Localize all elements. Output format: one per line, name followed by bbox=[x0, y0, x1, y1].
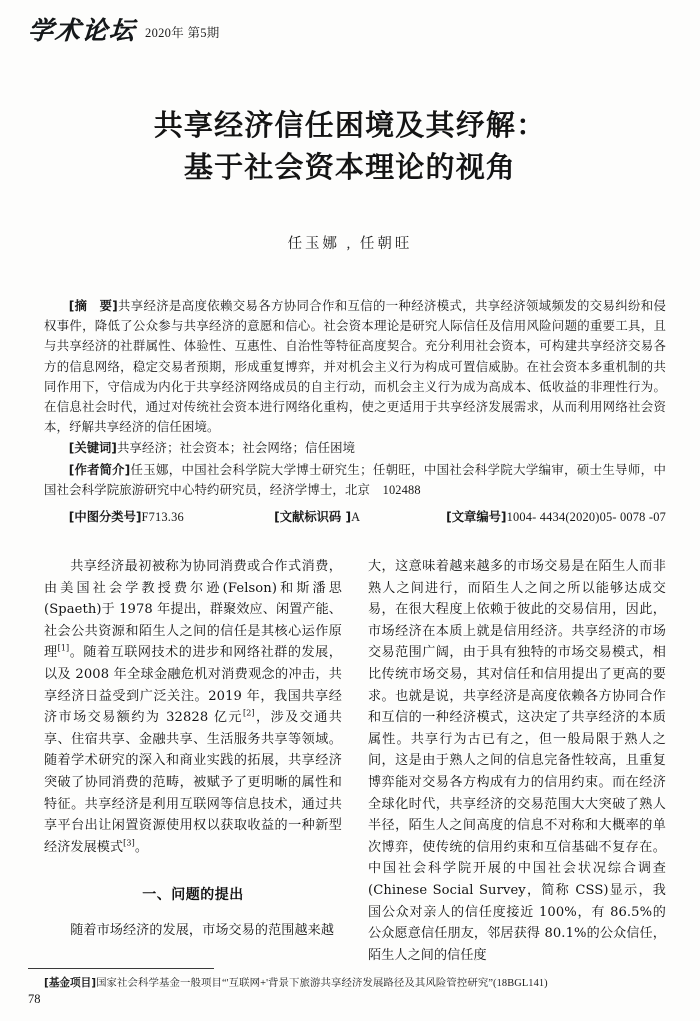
clc-label: [中图分类号] bbox=[68, 510, 142, 525]
document-code-value: A bbox=[351, 510, 361, 525]
page-title bbox=[0, 104, 700, 188]
journal-name: 学术论坛 bbox=[26, 16, 138, 45]
left-para-1-part-2: 。随着互联网技术的进步和网络社群的发展，以及 2008 年全球金融危机对消费观念的冲击，共享经济日益受到广泛关注。2019 年，我国共享经济市场交易额约为 32828 亿元 bbox=[44, 645, 342, 726]
title-block bbox=[0, 104, 700, 253]
funding-text: 国家社会科学基金一般项目“'互联网+'背景下旅游共享经济发展路径及其风险管控研究”(18BGL141) bbox=[96, 978, 548, 989]
left-paragraph-2: 随着市场经济的发展，市场交易的范围越来越 bbox=[70, 923, 335, 939]
footnote-area bbox=[28, 968, 666, 1007]
left-paragraph-1 bbox=[44, 556, 342, 858]
author-byline: 任玉娜 , 任朝旺 bbox=[287, 236, 413, 253]
article-id-value: 1004- 4434(2020)05- 0078 -07 bbox=[506, 510, 666, 525]
article-id-cell bbox=[446, 507, 666, 525]
title-line-2: 基于社会资本理论的视角 bbox=[183, 150, 517, 185]
funding-footnote bbox=[44, 976, 666, 991]
document-code-cell bbox=[274, 507, 446, 525]
author-bio-label: [作者简介] bbox=[68, 462, 131, 477]
page-number: 78 bbox=[28, 992, 41, 1006]
citation-marker-3: [3] bbox=[123, 838, 135, 848]
left-column bbox=[44, 556, 342, 948]
citation-marker-1: [1] bbox=[57, 644, 70, 654]
keywords-text: 共享经济；社会资本；社会网络；信任困境 bbox=[116, 441, 356, 456]
citation-marker-2: [2] bbox=[243, 708, 255, 718]
left-para-1-part-4: 。 bbox=[134, 839, 149, 855]
left-para-1-part-1: 共享经济最初被称为协同消费或合作式消费，由美国社会学教授费尔逊(Felson)和斯潘思(Spaeth)于 1978 年提出，群聚效应、闲置产能、社会公共资源和陌生人之间的信任是其核心运作原理 bbox=[44, 559, 342, 661]
issue-label: 2020年 第5期 bbox=[145, 26, 220, 40]
keywords-row bbox=[44, 438, 666, 458]
keywords-label: [关键词] bbox=[68, 441, 117, 456]
right-column bbox=[368, 556, 666, 963]
title-line-1: 共享经济信任困境及其纾解： bbox=[153, 108, 547, 142]
masthead bbox=[28, 18, 220, 43]
left-para-1-part-3: ，涉及交通共享、住宿共享、金融共享、生活服务共享等领域。随着学术研究的深入和商业实践的拓展，共享经济突破了协同消费的范畴，被赋予了更明晰的属性和特征。共享经济是利用互联网等信息技术，通过共享平台出让闲置资源使用权以获取收益的一种新型经济发展模式 bbox=[44, 710, 342, 855]
abstract-paragraph bbox=[44, 296, 666, 437]
article-id-label: [文章编号] bbox=[446, 510, 507, 525]
abstract-text: 共享经济是高度依赖交易各方协同合作和互信的一种经济模式，共享经济领域频发的交易纠纷和侵权事件，降低了公众参与共享经济的意愿和信心。社会资本理论是研究人际信任及信用风险问题的重要工具，且与共享经济的社群属性、体验性、互惠性、自治性等特征高度契合。充分利用社会资本，可构建共享经济交易各方的信息网络，稳定交易者预期，形成重复博弈，并对机会主义行为构成可置信威胁。在社会资本多重机制的共同作用下，守信成为内化于共享经济网络成员的自主行动，而机会主义行为成为高成本、低收益的非理性行为。在信息社会时代，通过对传统社会资本进行网络化重构，使之更适用于共享经济发展需求，从而利用网络社会资本，纾解共享经济的信任困境。 bbox=[44, 299, 666, 435]
clc-value: F713.36 bbox=[141, 510, 184, 525]
document-code-label: [文献标识码 ] bbox=[274, 510, 352, 525]
funding-label: [基金项目] bbox=[44, 977, 97, 989]
metadata-block bbox=[44, 296, 666, 525]
body-columns bbox=[44, 556, 666, 963]
section-heading-1: 一、问题的提出 bbox=[142, 887, 244, 904]
author-bio-text: 任玉娜，中国社会科学院大学博士研究生；任朝旺，中国社会科学院大学编审，硕士生导师，中国社会科学院旅游研究中心特约研究员，经济学博士，北京 102488 bbox=[44, 462, 666, 497]
abstract-label: [摘 要] bbox=[68, 299, 118, 313]
clc-code-cell bbox=[69, 507, 274, 525]
classification-codes-row bbox=[44, 507, 666, 525]
right-paragraph-1: 大，这意味着越来越多的市场交易是在陌生人而非熟人之间进行，而陌生人之间之所以能够达成交易，在很大程度上依赖于彼此的交易信用，因此，市场经济在本质上就是信用经济。共享经济的市场交易范围广阔，由于具有独特的市场交易模式，相比传统市场交易，其对信任和信用提出了更高的要求。也就是说，共享经济是高度依赖各方协同合作和互信的一种经济模式，这决定了共享经济的本质属性。共享行为古已有之，但一般局限于熟人之间，这是由于熟人之间的信息完备性较高，且重复博弈能对交易各方构成有力的信用约束。而在经济全球化时代，共享经济的交易范围大大突破了熟人半径，陌生人之间高度的信息不对称和大概率的单次博弈，使传统的信用约束和互信基础不复存在。中国社会科学院开展的中国社会状况综合调查(Chinese Social Survey，简称 CSS)显示，我国公众对亲人的信任度接近 100%，有 86.5%的公众愿意信任朋友，邻居获得 80.1%的公众信任，陌生人之间的信任度 bbox=[368, 559, 666, 963]
author-bio-row bbox=[44, 460, 666, 500]
footnote-divider bbox=[28, 968, 214, 969]
